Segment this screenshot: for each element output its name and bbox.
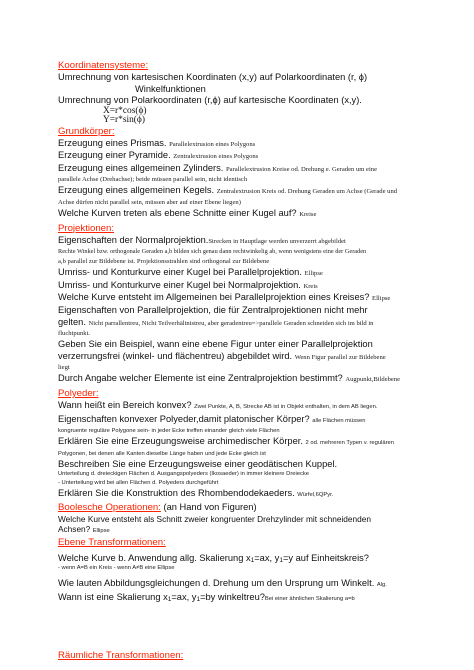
subscript-1: 1 — [250, 556, 255, 564]
section-heading-ebene-transformationen: Ebene Transformationen: — [58, 536, 166, 548]
answer-platonisch: alle Flächen müssen — [312, 417, 366, 424]
answer-parallel-zentral: Nicht parrallentreu, Nicht Teilverhältnistreu, aber geradentreu=>parallele Geraden schneiden sich im bild in — [88, 319, 374, 327]
answer-winkelfunktionen: Winkelfunktionen — [135, 83, 206, 94]
qa-kugel-parallel — [58, 267, 430, 280]
question-zylinder: Erzeugung eines allgemeinen Zylinders. — [58, 162, 224, 173]
subscript-1: 1 — [196, 596, 201, 604]
qa-normalprojektion — [58, 235, 430, 248]
answer-kugel-parallel: Ellipse — [304, 270, 323, 278]
question-skalierung-text-b: =ax, y — [254, 552, 280, 563]
answer-verzerrungsfrei: Wenn Figur parallel zur Bildebene — [294, 353, 386, 361]
section-heading-raeumliche-transformationen: Räumliche Transformationen: — [58, 649, 184, 661]
document-content — [58, 60, 430, 662]
answer-kugel-normal: Kreis — [303, 282, 318, 290]
answer-kreis-parallel: Ellipse — [372, 295, 391, 303]
question-kugel-parallel: Umriss- und Konturkurve einer Kugel bei Parallelprojektion. — [58, 267, 302, 278]
question-normalprojektion: Eigenschaften der Normalprojektion. — [58, 234, 209, 245]
question-winkeltreu-text-c: =by winkeltreu? — [200, 592, 265, 603]
question-zentralprojektion: Durch Angabe welcher Elemente ist eine Zentralprojektion bestimmt? — [58, 373, 343, 384]
question-skalierung-einheitskreis — [58, 553, 430, 565]
question-polar-kartesisch: Umrechnung von Polarkoordinaten (r,ϕ) auf kartesische Koordinaten (x,y). — [58, 95, 362, 106]
qa-zylinder — [58, 163, 430, 176]
question-pyramide: Erzeugung einer Pyramide. — [58, 150, 171, 161]
answer-drehung-ursprung: Alg. — [376, 582, 387, 589]
answer-skalierung-winkeltreu: Bei einer ähnlichen Skalierung a=b — [264, 596, 355, 603]
answer-geodaetische-kuppel: Unterteilung d. dreieckigen Flächen d. Ausgangspolyeders (Ikosaeder) in immer kleinere Dreiecke — [58, 471, 310, 478]
answer-archimedisch: 2 od. mehreren Typen v. regulären — [305, 440, 394, 447]
answer-archimedisch-continued: Polygonen, bei denen alle Kanten dieselbe Länge haben und jede Ecke gleich ist — [58, 450, 266, 457]
answer-geodaetische-kuppel-continued: - Unterteilung wird bei allen Flächen d. Polyeders durchgeführt — [58, 480, 219, 487]
question-kreis-parallel: Welche Kurve entsteht im Allgemeinen bei Parallelprojektion eines Kreises? — [58, 292, 370, 303]
answer-rhombendodekaeder: Würfel,6QPyr. — [297, 492, 334, 499]
question-kugel-schnitte: Welche Kurven treten als ebene Schnitte einer Kugel auf? — [58, 207, 297, 218]
answer-zentralprojektion: Augpunkt,Bildebene — [345, 376, 401, 384]
boolesche-heading-line — [58, 502, 430, 514]
question-kartesisch-polar: Umrechnung von kartesischen Koordinaten (x,y) auf Polarkoordinaten (r, ϕ) — [58, 72, 368, 82]
answer-parallel-zentral-continued: fluchtpunkt. — [58, 330, 91, 338]
question-kugel-normal: Umriss- und Konturkurve einer Kugel bei Normalprojektion. — [58, 279, 301, 290]
answer-zylinder-continued: parallele Achse (Drehachse); beide müssen parallel sein, nicht identisch — [58, 176, 248, 184]
question-kegel: Erzeugung eines allgemeinen Kegels. — [58, 185, 215, 196]
question-konvex: Wann heißt ein Bereich konvex? — [58, 399, 192, 410]
section-heading-boolesche: Boolesche Operationen: — [58, 501, 161, 513]
answer-konvex: Zwei Punkte, A, B, Strecke AB ist in Objekt enthalten, in dem AB liegen. — [194, 403, 378, 410]
question-verzerrungsfrei-line2: verzerrungsfrei (winkel- und flächentreu) abgebildet wird. — [58, 350, 293, 361]
answer-verzerrungsfrei-continued: liegt — [58, 364, 70, 372]
section-heading-grundkoerper: Grundkörper: — [58, 125, 115, 137]
subscript-1: 1 — [279, 556, 283, 564]
qa-zentralprojektion — [58, 373, 430, 386]
qa-skalierung-winkeltreu — [58, 592, 430, 606]
qa-platonisch — [58, 414, 430, 428]
question-verzerrungsfrei-line1: Geben Sie ein Beispiel, wann eine ebene Figur unter einer Parallelprojektion — [58, 339, 373, 350]
answer-kugel-schnitte: Kreise — [299, 210, 317, 218]
question-winkeltreu-text-a: Wann ist eine Skalierung x — [58, 592, 168, 603]
answer-pyramide: Zentralextrusion eines Polygons — [173, 153, 259, 161]
question-winkeltreu-text-b: =ax, y — [171, 592, 197, 603]
qa-pyramide — [58, 150, 430, 163]
answer-kegel-continued: Achse dürfen nicht parallel sein, müssen aber auf einer Ebene liegen) — [58, 198, 241, 206]
formula-y: Y=r*sin(ϕ) — [103, 115, 145, 126]
question-drehung-ursprung: Wie lauten Abbildungsgleichungen d. Drehung um den Ursprung um Winkelt. — [58, 578, 375, 589]
question-prisma: Erzeugung eines Prismas. — [58, 137, 167, 148]
question-skalierung-text-c: =y auf Einheitskreis? — [282, 552, 369, 563]
answer-drehzylinder: Ellipse — [92, 528, 110, 535]
qa-kugel-normal — [58, 280, 430, 293]
qa-rhombendodekaeder — [58, 488, 430, 502]
subscript-1: 1 — [167, 596, 172, 604]
question-geodaetische-kuppel: Beschreiben Sie eine Erzeugungsweise einer geodätischen Kuppel. — [58, 458, 338, 469]
question-drehzylinder-line2: Achsen? — [58, 524, 91, 535]
qa-parallel-zentral — [58, 317, 430, 330]
qa-archimedisch — [58, 436, 430, 450]
section-heading-koordinatensysteme: Koordinatensysteme: — [58, 60, 149, 71]
section-heading-projektionen: Projektionen: — [58, 222, 114, 234]
qa-verzerrungsfrei — [58, 351, 430, 364]
answer-zylinder: Parallelextrusion Kreise od. Drehung e. Geraden um eine — [225, 165, 378, 173]
formula-x: X=r*cos(ϕ) — [103, 105, 147, 116]
boolesche-heading-note: (an Hand von Figuren) — [163, 501, 257, 512]
answer-platonisch-continued: kongruente reguläre Polygone sein- in jeder Ecke treffen einander gleich viele Flächen — [58, 428, 280, 435]
question-rhombendodekaeder: Erklären Sie die Konstruktion des Rhombendodekaeders. — [58, 488, 295, 499]
question-archimedisch: Erklären Sie eine Erzeugungsweise archimedischer Körper. — [58, 436, 303, 447]
answer-prisma: Parallelextrusion eines Polygons — [169, 140, 256, 148]
qa-kugel-schnitte — [58, 208, 430, 221]
question-skalierung-text-a: Welche Kurve b. Anwendung allg. Skalierung x — [58, 552, 251, 563]
question-drehzylinder-line1: Welche Kurve entsteht als Schnitt zweier kongruenter Drehzylinder mit schneidenden — [58, 513, 371, 524]
answer-normalprojektion: Strecken in Hauptlage werden unverzerrt abgebildet — [208, 237, 346, 245]
qa-drehung-ursprung — [58, 578, 430, 592]
qa-konvex — [58, 400, 430, 414]
section-heading-polyeder: Polyeder: — [58, 387, 99, 399]
answer-normalprojektion-line2: Rechte Winkel bzw. orthogonale Geraden a,b bilden sich genau dann rechtwinkelig ab, wenn wenigstens eine der Geraden — [58, 248, 367, 256]
qa-drehzylinder — [58, 524, 430, 537]
qa-kreis-parallel — [58, 292, 430, 305]
question-parallel-zentral-line2: gelten. — [58, 316, 86, 327]
qa-prisma — [58, 138, 430, 151]
question-parallel-zentral-line1: Eigenschaften von Parallelprojektion, die für Zentralprojektionen nicht mehr — [58, 304, 368, 315]
qa-kegel — [58, 185, 430, 198]
answer-kegel: Zentralextrusion Kreis od. Drehung Geraden um Achse (Gerade und — [216, 188, 398, 196]
answer-skalierung-einheitskreis: - wenn A=B ein Kreis - wenn A≠B eine Ellipse — [58, 565, 175, 572]
answer-normalprojektion-line3: a,b parallel zur Bildebene ist. Projektionsstrahlen sind orthogonal zur Bildebene — [58, 258, 270, 266]
question-platonisch: Eigenschaften konvexer Polyeder,damit platonischer Körper? — [58, 413, 310, 424]
